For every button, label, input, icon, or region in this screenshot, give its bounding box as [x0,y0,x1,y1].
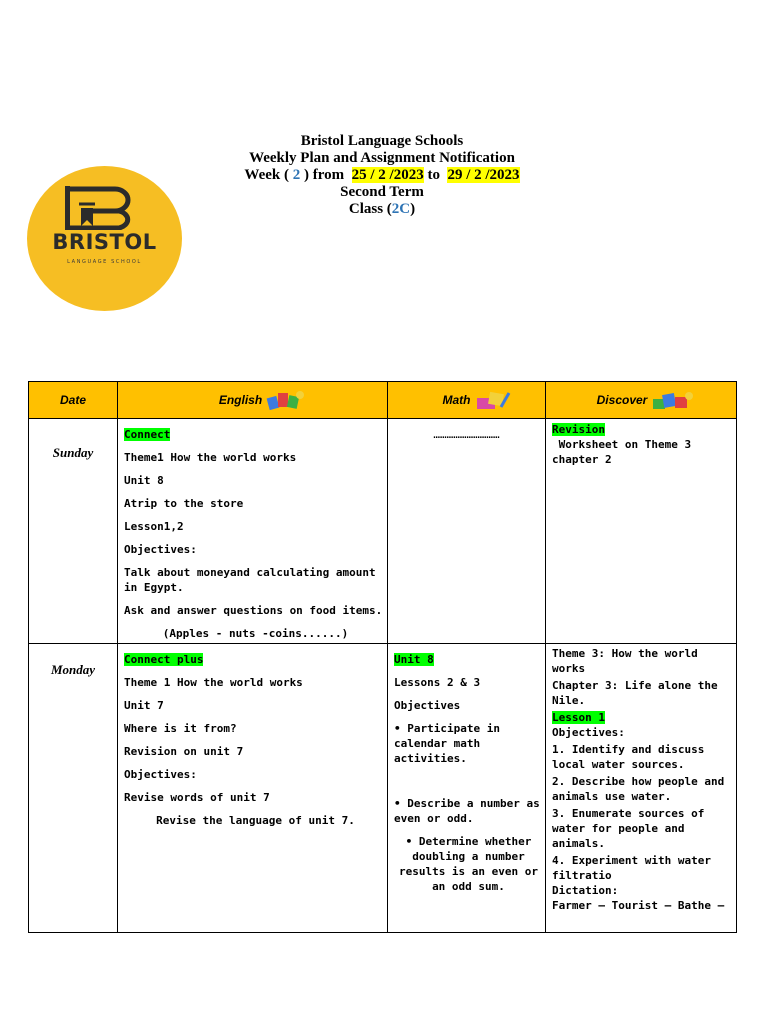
week-line: Week ( 2 ) from 25 / 2 /2023 to 29 / 2 /2023 [244,167,520,183]
sunday-math-cell: ………………………… [388,419,546,644]
date-from: 25 / 2 /2023 [351,167,424,183]
logo-brand: BRISTOL [52,230,157,254]
monday-english-cell: Connect plus Theme 1 How the world works Unit 7 Where is it from? Revision on unit 7 Objectives: Revise words of unit 7 Revise the language of unit 7. [118,644,388,933]
b-monogram-icon [65,186,145,230]
header-math: Math [388,382,546,419]
page-header [190,133,574,218]
table-row-monday [29,644,737,933]
monday-math-cell: Unit 8 Lessons 2 & 3 Objectives • Participate in calendar math activities. • Describe a number as even or odd. • Determine whether doubling a number results is an even or an odd sum. [388,644,546,933]
plan-title: Weekly Plan and Assignment Notification [249,150,515,166]
discover-books-icon [651,389,695,411]
day-sunday: Sunday [29,419,118,644]
class-line: Class (2C) [348,201,416,217]
sunday-discover-cell: Revision Worksheet on Theme 3 chapter 2 [546,419,737,644]
logo-tagline: LANGUAGE SCHOOL [67,259,142,265]
books-icon [266,389,306,411]
tag-connect: Connect [124,428,171,441]
math-tools-icon [475,389,511,411]
class-code: 2C [391,201,411,217]
tag-connect-plus: Connect plus [124,653,204,666]
tag-lesson-1: Lesson 1 [552,711,605,724]
weekly-plan-table [28,381,737,933]
school-name: Bristol Language Schools [300,133,464,149]
tag-unit-8: Unit 8 [394,653,434,666]
table-header-row [29,382,737,419]
week-number: 2 [292,167,301,183]
tag-revision: Revision [552,423,605,436]
monday-discover-cell: Theme 3: How the world works Chapter 3: Life alone the Nile. Lesson 1 Objectives: 1. Identify and discuss local water sources. 2. Describe how people and animals use water. 3. Enumerate sources of water for people and animals. 4. Experiment with water filtratio Dictation: Farmer – Tourist – Bathe – [546,644,737,933]
bristol-logo [27,166,182,311]
header-english: English [118,382,388,419]
sunday-english-cell: Connect Theme1 How the world works Unit 8 Atrip to the store Lesson1,2 Objectives: Talk about moneyand calculating amount in Egypt. Ask and answer questions on food items. (Apples - nuts -coins......) [118,419,388,644]
term: Second Term [340,184,424,200]
table-row-sunday [29,419,737,644]
header-date: Date [29,382,118,419]
date-to: 29 / 2 /2023 [447,167,520,183]
header-discover: Discover [546,382,737,419]
day-monday: Monday [29,644,118,933]
